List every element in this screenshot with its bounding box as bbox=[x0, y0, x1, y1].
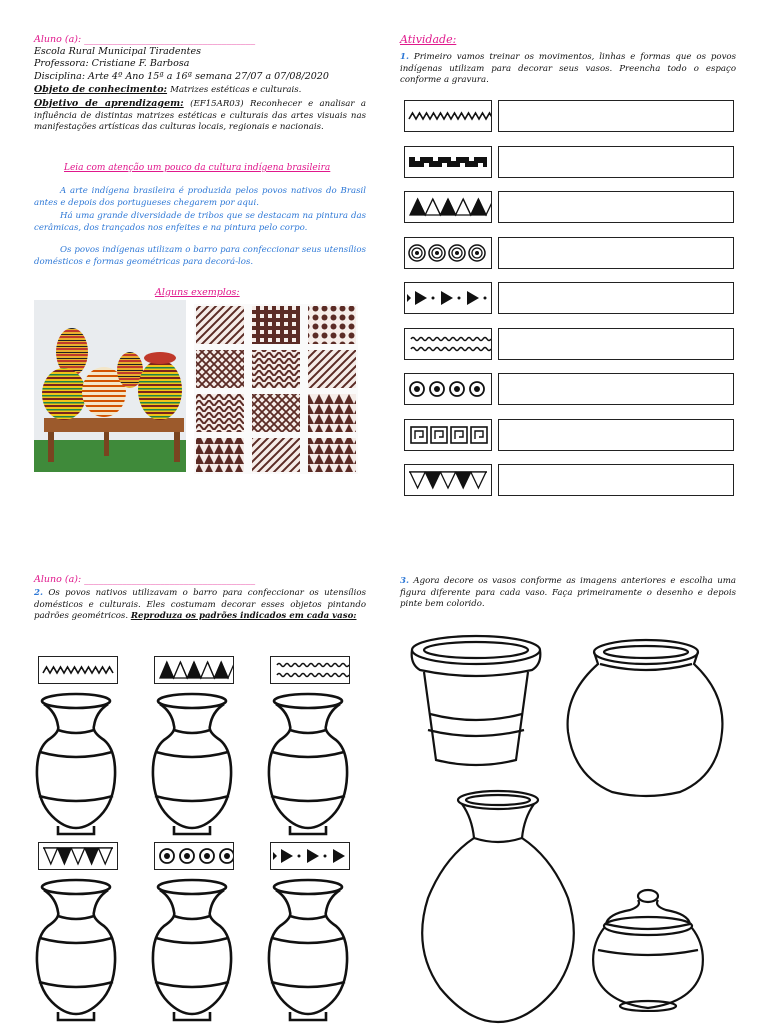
activity-1-number: 1. bbox=[400, 52, 409, 62]
student-name-line: Aluno (a): ____________________________________ bbox=[34, 34, 256, 45]
activity-3-instructions bbox=[400, 576, 736, 611]
vase-pattern-sample-zigzag bbox=[38, 656, 118, 684]
vase-outline[interactable] bbox=[150, 878, 234, 1022]
learning-objective-value: (EF15AR03) Reconhecer e analisar a influência de distintas matrizes estéticas e culturais das artes visuais nas manifestações artísticas das culturas locais, regionais e nacionais. bbox=[34, 99, 366, 133]
worksheet-page-1 bbox=[0, 0, 384, 512]
vase-outline[interactable] bbox=[266, 878, 350, 1022]
paragraph-1: A arte indígena brasileira é produzida pelos povos nativos do Brasil antes e depois dos portugueses chegarem por aqui. bbox=[34, 186, 366, 208]
examples-title: Alguns exemplos: bbox=[155, 287, 240, 298]
pattern-sample-squares bbox=[404, 419, 492, 451]
student-name-line-2: Aluno (a): ____________________________________ bbox=[34, 574, 256, 585]
worksheet-page-4 bbox=[384, 512, 768, 1024]
pattern-fill-box[interactable] bbox=[498, 282, 734, 314]
worksheet-page-3 bbox=[0, 512, 384, 1024]
activity-1-text: Primeiro vamos treinar os movimentos, linhas e formas que os povos indígenas utilizam para decorar seus vasos. Preencha todo o espaço conforme a gravura. bbox=[400, 52, 737, 86]
vase-pattern-sample-triangles bbox=[154, 656, 234, 684]
tall-vase-outline[interactable] bbox=[414, 788, 584, 1024]
vase-outline[interactable] bbox=[34, 878, 118, 1022]
vase-outline[interactable] bbox=[266, 692, 350, 836]
discipline-line: Disciplina: Arte 4º Ano 15ª a 16ª semana 27/07 a 07/08/2020 bbox=[34, 71, 329, 82]
activity-2-text: Os povos nativos utilizavam o barro para confeccionar os utensílios domésticos e culturais. Eles costumam decorar esses objetos pintando padrões geométricos. bbox=[34, 588, 367, 622]
pattern-fill-box[interactable] bbox=[498, 464, 734, 496]
activity-1-instructions bbox=[400, 52, 736, 87]
knowledge-object bbox=[34, 84, 301, 96]
paragraph-2: Há uma grande diversidade de tribos que se destacam na pintura das cerâmicas, dos trançados nos enfeites e na pintura pelo corpo. bbox=[34, 211, 366, 233]
pattern-fill-box[interactable] bbox=[498, 328, 734, 360]
pattern-fill-box[interactable] bbox=[498, 419, 734, 451]
vase-pattern-sample-circles bbox=[154, 842, 234, 870]
reading-title: Leia com atenção um pouco da cultura indígena brasileira bbox=[64, 163, 331, 173]
learning-objective-label: Objetivo de aprendizagem: bbox=[34, 98, 184, 109]
pattern-sample-circles bbox=[404, 373, 492, 405]
vase-pattern-sample-tri-down bbox=[38, 842, 118, 870]
pattern-sample-arrows bbox=[404, 282, 492, 314]
teacher-name: Professora: Cristiane F. Barbosa bbox=[34, 58, 190, 69]
activity-2-instructions bbox=[34, 588, 366, 623]
pattern-fill-box[interactable] bbox=[498, 373, 734, 405]
activity-title: Atividade: bbox=[400, 33, 457, 46]
learning-objective bbox=[34, 98, 366, 134]
pattern-fill-box[interactable] bbox=[498, 100, 734, 132]
geometric-patterns-grid bbox=[194, 304, 358, 474]
worksheet-page-2 bbox=[384, 0, 768, 512]
pattern-sample-spirals bbox=[404, 237, 492, 269]
pattern-sample-triangles bbox=[404, 191, 492, 223]
vase-outline[interactable] bbox=[150, 692, 234, 836]
pattern-fill-box[interactable] bbox=[498, 146, 734, 178]
activity-2-bold-text: Reproduza os padrões indicados em cada vaso: bbox=[130, 611, 357, 622]
activity-2-number: 2. bbox=[34, 588, 43, 598]
pattern-fill-box[interactable] bbox=[498, 191, 734, 223]
vase-pattern-sample-waves bbox=[270, 656, 350, 684]
paragraph-3: Os povos indígenas utilizam o barro para confeccionar seus utensílios domésticos e formas geométricas para decorá-los. bbox=[34, 245, 366, 267]
flowerpot-outline[interactable] bbox=[406, 632, 546, 772]
pattern-sample-zigzag bbox=[404, 100, 492, 132]
activity-3-number: 3. bbox=[400, 576, 409, 586]
pattern-fill-box[interactable] bbox=[498, 237, 734, 269]
round-jar-outline[interactable] bbox=[560, 636, 730, 798]
activity-3-text: Agora decore os vasos conforme as imagens anteriores e escolha uma figura diferente para cada vaso. Faça primeiramente o desenho e depois pinte bem colorido. bbox=[400, 576, 736, 610]
lidded-pot-outline[interactable] bbox=[588, 888, 710, 1012]
knowledge-object-value: Matrizes estéticas e culturais. bbox=[170, 85, 302, 95]
pattern-sample-waves bbox=[404, 328, 492, 360]
pattern-sample-steps bbox=[404, 146, 492, 178]
vase-outline[interactable] bbox=[34, 692, 118, 836]
knowledge-object-label: Objeto de conhecimento: bbox=[34, 84, 168, 95]
vase-pattern-sample-arrows bbox=[270, 842, 350, 870]
indigenous-vases-photo bbox=[34, 300, 186, 472]
school-name: Escola Rural Municipal Tiradentes bbox=[34, 46, 201, 57]
pattern-sample-tri-down bbox=[404, 464, 492, 496]
